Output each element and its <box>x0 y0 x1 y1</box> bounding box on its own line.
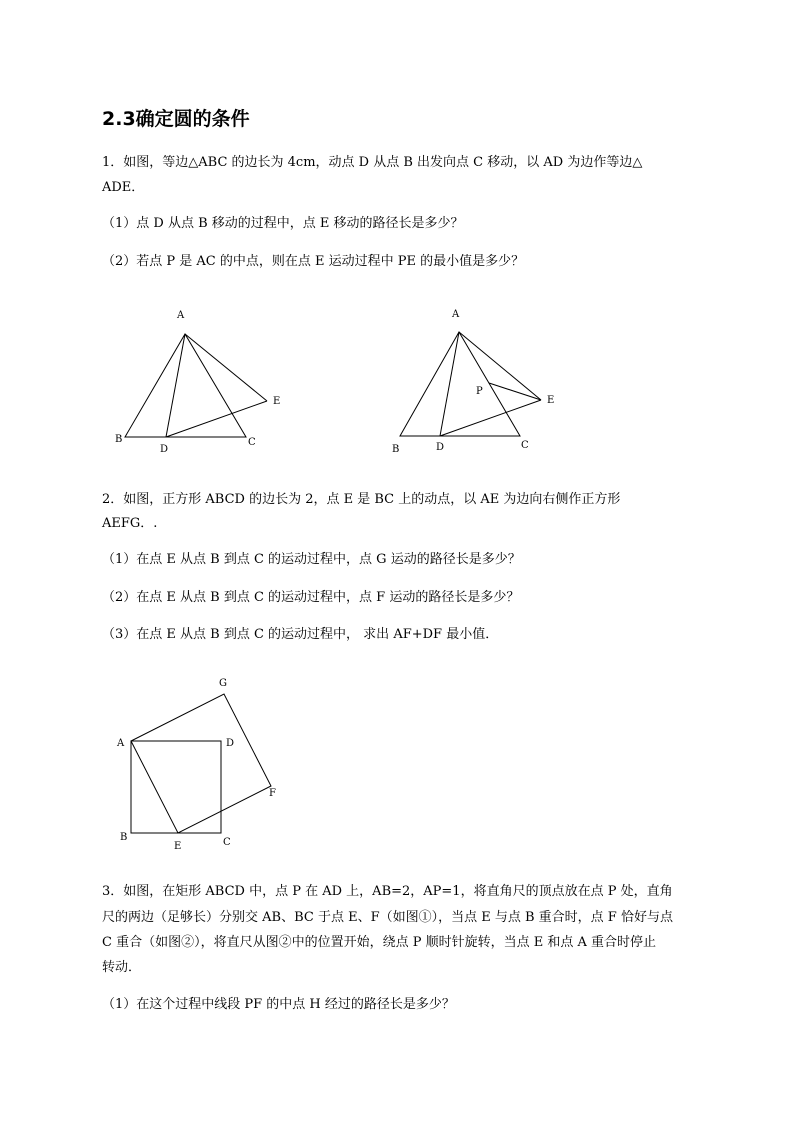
fig3-label-e: E <box>174 841 182 852</box>
fig1-segment-ae <box>185 334 267 401</box>
fig2-label-b: B <box>392 444 400 455</box>
q3-line3: C 重合（如图②），将直尺从图②中的位置开始，绕点 P 顺时针旋转，当点 E 和点 A 重合时停止 <box>102 935 656 950</box>
fig2-label-e: E <box>547 395 555 406</box>
q2-sub3: （3）在点 E 从点 B 到点 C 的运动过程中， 求出 AF+DF 最小值． <box>102 627 499 642</box>
q3-sub1: （1）在这个过程中线段 PF 的中点 H 经过的路径长是多少？ <box>102 997 455 1012</box>
fig2-label-a: A <box>452 309 460 320</box>
fig1-label-c: C <box>248 437 256 448</box>
fig2-segment-de <box>440 400 541 436</box>
q3-line1: 3．如图，在矩形 ABCD 中，点 P 在 AD 上，AB=2，AP=1，将直角尺的顶点放在点 P 处，直角 <box>102 884 673 899</box>
fig1-label-a: A <box>177 310 185 321</box>
fig1-triangle-abc <box>125 334 246 437</box>
q2-sub2: （2）在点 E 从点 B 到点 C 的运动过程中，点 F 运动的路径长是多少？ <box>102 590 520 605</box>
fig3-label-g: G <box>219 678 227 689</box>
q1-sub1: （1）点 D 从点 B 移动的过程中，点 E 移动的路径长是多少？ <box>102 216 464 231</box>
fig3-label-c: C <box>223 837 231 848</box>
fig1-label-e: E <box>273 396 281 407</box>
q2-line1: 2．如图，正方形 ABCD 的边长为 2，点 E 是 BC 上的动点，以 AE 为边向右侧作正方形 <box>102 492 621 507</box>
fig1-label-b: B <box>115 434 123 445</box>
fig3-label-d: D <box>226 738 235 749</box>
figure-2 <box>392 309 554 455</box>
fig3-label-a: A <box>117 738 125 749</box>
fig3-label-b: B <box>120 832 128 843</box>
page-title: 2.3确定圆的条件 <box>102 108 250 130</box>
q2-sub1: （1）在点 E 从点 B 到点 C 的运动过程中，点 G 运动的路径长是多少？ <box>102 552 521 567</box>
fig3-square-aefg <box>131 694 271 833</box>
fig3-square-abcd <box>131 741 221 833</box>
fig2-segment-ae <box>459 332 541 400</box>
fig1-segment-de <box>166 401 267 437</box>
fig2-triangle-abc <box>400 332 520 436</box>
fig2-segment-pe <box>489 383 541 400</box>
fig2-label-c: C <box>521 440 529 451</box>
q3-line4: 转动． <box>102 960 142 975</box>
q1-line2: ADE． <box>102 180 145 195</box>
figure-1 <box>115 310 280 455</box>
fig3-label-f: F <box>269 788 276 799</box>
fig2-label-d: D <box>436 442 445 453</box>
q2-line2: AEFG．. <box>102 516 158 531</box>
fig2-segment-ad <box>440 332 459 436</box>
q1-line1: 1．如图，等边△ABC 的边长为 4cm，动点 D 从点 B 出发向点 C 移动，以 AD 为边作等边△ <box>102 155 643 170</box>
q3-line2: 尺的两边（足够长）分别交 AB、BC 于点 E、F（如图①），当点 E 与点 B 重合时，点 F 恰好与点 <box>102 910 673 925</box>
q1-sub2: （2）若点 P 是 AC 的中点，则在点 E 运动过程中 PE 的最小值是多少？ <box>102 254 525 269</box>
figure-3 <box>116 678 276 852</box>
fig2-label-p: P <box>476 386 483 397</box>
fig1-label-d: D <box>160 444 169 455</box>
